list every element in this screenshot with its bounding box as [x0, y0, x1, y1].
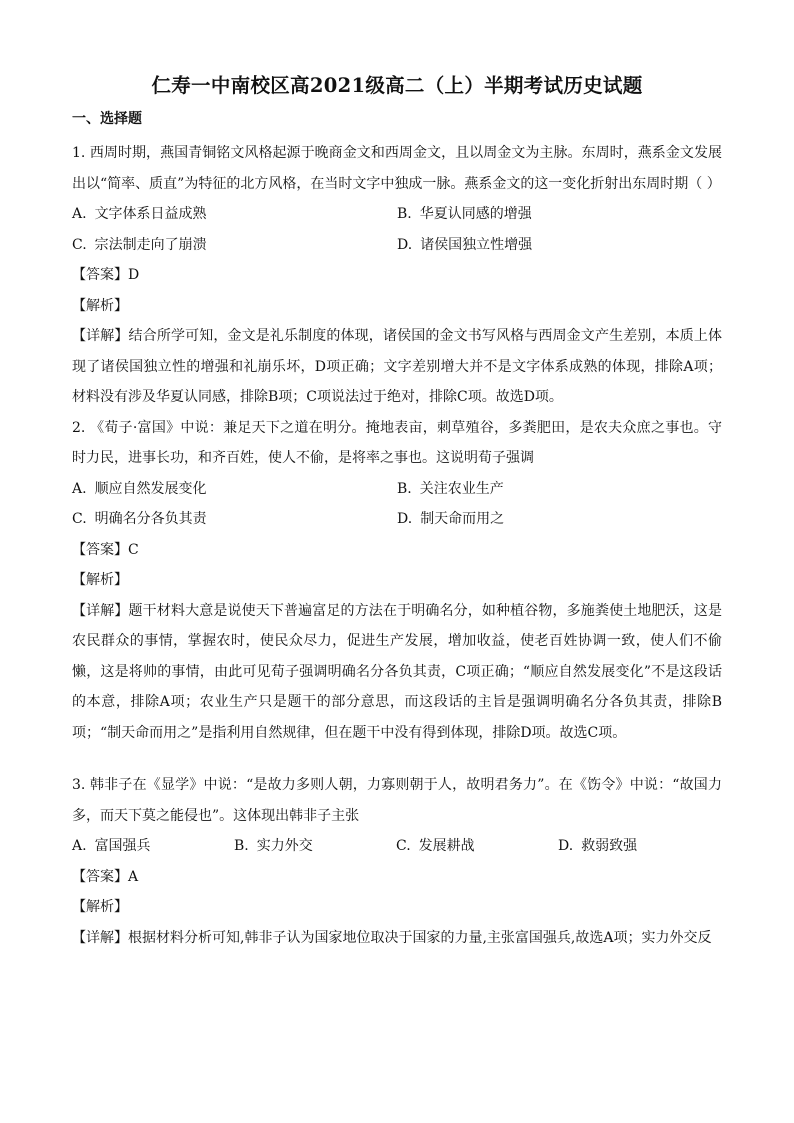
options-list [72, 474, 722, 535]
answer-tag: 【答案】 [72, 868, 128, 885]
answer-value: D [128, 267, 140, 283]
detail-text: 结合所学可知，金文是礼乐制度的体现，诸侯国的金文书写风格与西周金文产生差别，本质上体现了诸侯国独立性的增强和礼崩乐坏，D项正确；文字差别增大并不是文字体系成熟的体现，排除A项；材料没有涉及华夏认同感，排除B项；C项说法过于绝对，排除C项。故选D项。 [72, 328, 723, 405]
question-stem: 3. 韩非子在《显学》中说：“是故力多则人朝，力寡则朝于人，故明君务力”。在《饬令》中说：“故国力多，而天下莫之能侵也”。这体现出韩非子主张 [72, 777, 722, 824]
question-2 [72, 413, 722, 749]
options-list [72, 831, 722, 862]
question-3 [72, 770, 722, 953]
answer-value: C [128, 541, 139, 558]
analysis-tag: 【解析】 [72, 899, 128, 915]
question-stem: 2. 《荀子·富国》中说：兼足天下之道在明分。掩地表亩，刺草殖谷，多粪肥田，是农夫众庶之事也。守时力民，进事长功，和齐百姓，使人不偷，是将率之事也。这说明荀子强调 [72, 419, 722, 466]
detail-paragraph [72, 321, 722, 413]
detail-text: 题干材料大意是说使天下普遍富足的方法在于明确名分，如种植谷物，多施粪使土地肥沃，这是农民群众的事情，掌握农时，使民众尽力，促进生产发展，增加收益，使老百姓协调一致，使人们不偷懒，这是将帅的事情，由此可见荀子强调明确名分各负其责，C项正确；“顺应自然发展变化”不是这段话的本意，排除A项；农业生产只是题干的部分意思，而这段话的主旨是强调明确名分各负其责，排除B项；“制天命而用之”是指利用自然规律，但在题干中没有得到体现，排除D项。故选C项。 [72, 602, 723, 741]
answer-value: A [128, 868, 139, 885]
option-a: A. 顺应自然发展变化 [72, 480, 207, 497]
questions-content [72, 138, 722, 953]
option-b: B. 关注农业生产 [397, 480, 504, 497]
page-title: 仁寿一中南校区高2021级高二（上）半期考试历史试题 [151, 74, 643, 97]
section-heading: 一、选择题 [72, 111, 142, 127]
option-c: C. 明确名分各负其责 [72, 511, 207, 527]
answer-line [72, 260, 722, 291]
option-a: A. 文字体系日益成熟 [72, 206, 207, 222]
answer-tag: 【答案】 [72, 541, 128, 558]
option-b: B. 华夏认同感的增强 [397, 206, 532, 222]
answer-tag: 【答案】 [72, 267, 128, 283]
analysis-tag: 【解析】 [72, 297, 128, 314]
question-stem: 1. 西周时期，燕国青铜铭文风格起源于晚商金文和西周金文，且以周金文为主脉。东周时，燕系金文发展出以“简率、质直”为特征的北方风格，在当时文字中独成一脉。燕系金文的这一变化折射出东周时期（ ） [72, 145, 722, 192]
option-d: D. 诸侯国独立性增强 [397, 236, 533, 253]
detail-paragraph [72, 923, 722, 954]
spacer [72, 748, 722, 770]
detail-text: 根据材料分析可知,韩非子认为国家地位取决于国家的力量,主张富国强兵,故选A项；实力外交反 [128, 929, 712, 946]
option-c: C. 发展耕战 [396, 838, 475, 854]
option-d: D. 救弱致强 [558, 838, 638, 854]
option-c: C. 宗法制走向了崩溃 [72, 236, 207, 253]
option-d: D. 制天命而用之 [397, 511, 505, 527]
detail-tag: 【详解】 [72, 328, 129, 344]
detail-paragraph [72, 596, 722, 749]
answer-line [72, 862, 722, 893]
options-list [72, 199, 722, 260]
answer-line [72, 535, 722, 566]
detail-tag: 【详解】 [72, 602, 129, 619]
detail-tag: 【详解】 [72, 929, 128, 946]
question-1 [72, 138, 722, 413]
option-a: A. 富国强兵 [72, 838, 151, 854]
analysis-tag: 【解析】 [72, 572, 128, 588]
option-b: B. 实力外交 [234, 838, 313, 854]
